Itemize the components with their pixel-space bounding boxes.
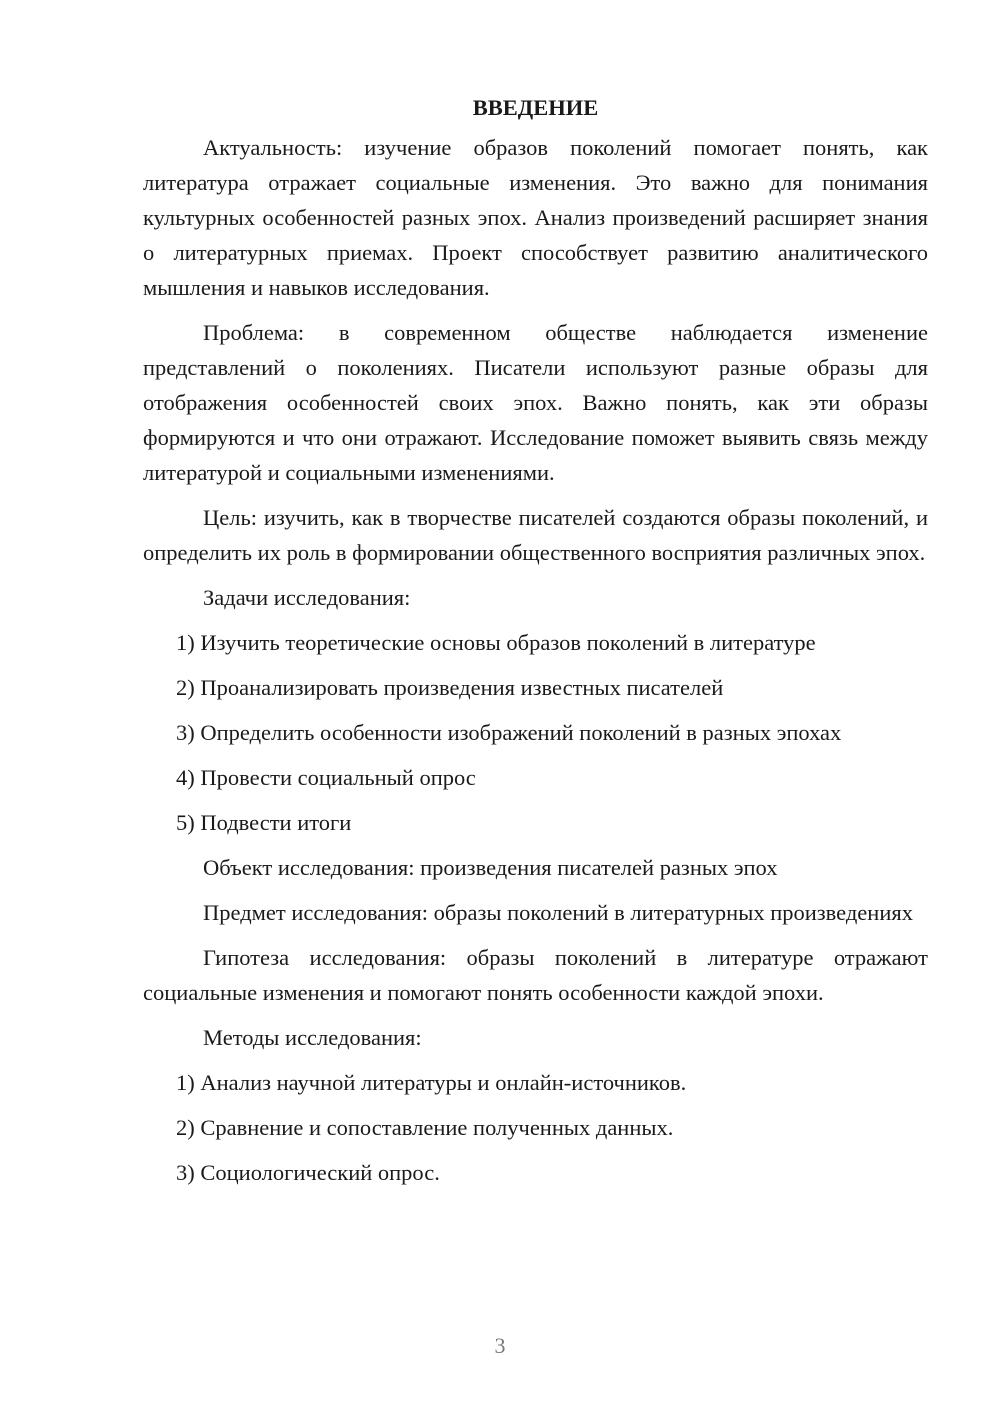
tasks-list [143, 625, 928, 840]
list-item: 2) Сравнение и сопоставление полученных данных. [176, 1115, 674, 1140]
subject-paragraph: Предмет исследования: образы поколений в литературных произведениях [203, 900, 913, 925]
page-number: 3 [494, 1333, 506, 1358]
list-item: 3) Определить особенности изображений поколений в разных эпохах [176, 720, 842, 745]
hypothesis-paragraph: Гипотеза исследования: образы поколений в литературе отражают социальные изменения и помогают понять особенности каждой эпохи. [143, 945, 928, 1005]
list-item: 4) Провести социальный опрос [176, 765, 476, 790]
list-item: 5) Подвести итоги [176, 810, 352, 835]
list-item: 1) Изучить теоретические основы образов поколений в литературе [176, 630, 816, 655]
goal-paragraph: Цель: изучить, как в творчестве писателей создаются образы поколений, и определить их роль в формировании общественного восприятия различных эпох. [143, 505, 928, 565]
section-title: ВВЕДЕНИЕ [472, 95, 599, 120]
methods-heading: Методы исследования: [203, 1025, 422, 1050]
list-item: 2) Проанализировать произведения известных писателей [176, 675, 724, 700]
list-item: 1) Анализ научной литературы и онлайн-источников. [176, 1070, 687, 1095]
list-item: 3) Социологический опрос. [176, 1160, 440, 1185]
methods-list [143, 1065, 928, 1190]
problem-paragraph: Проблема: в современном обществе наблюдается изменение представлений о поколениях. Писатели используют разные образы для отображения особенностей своих эпох. Важно понять, как эти образы формируются и что они отражают. Исследование поможет выявить связь между литературой и социальными изменениями. [143, 320, 928, 485]
document-page [143, 88, 928, 1200]
relevance-paragraph: Актуальность: изучение образов поколений помогает понять, как литература отражает социальные изменения. Это важно для понимания культурных особенностей разных эпох. Анализ произведений расширяет знания о литературных приемах. Проект способствует развитию аналитического мышления и навыков исследования. [143, 135, 928, 300]
object-paragraph: Объект исследования: произведения писателей разных эпох [203, 855, 778, 880]
tasks-heading: Задачи исследования: [203, 585, 411, 610]
